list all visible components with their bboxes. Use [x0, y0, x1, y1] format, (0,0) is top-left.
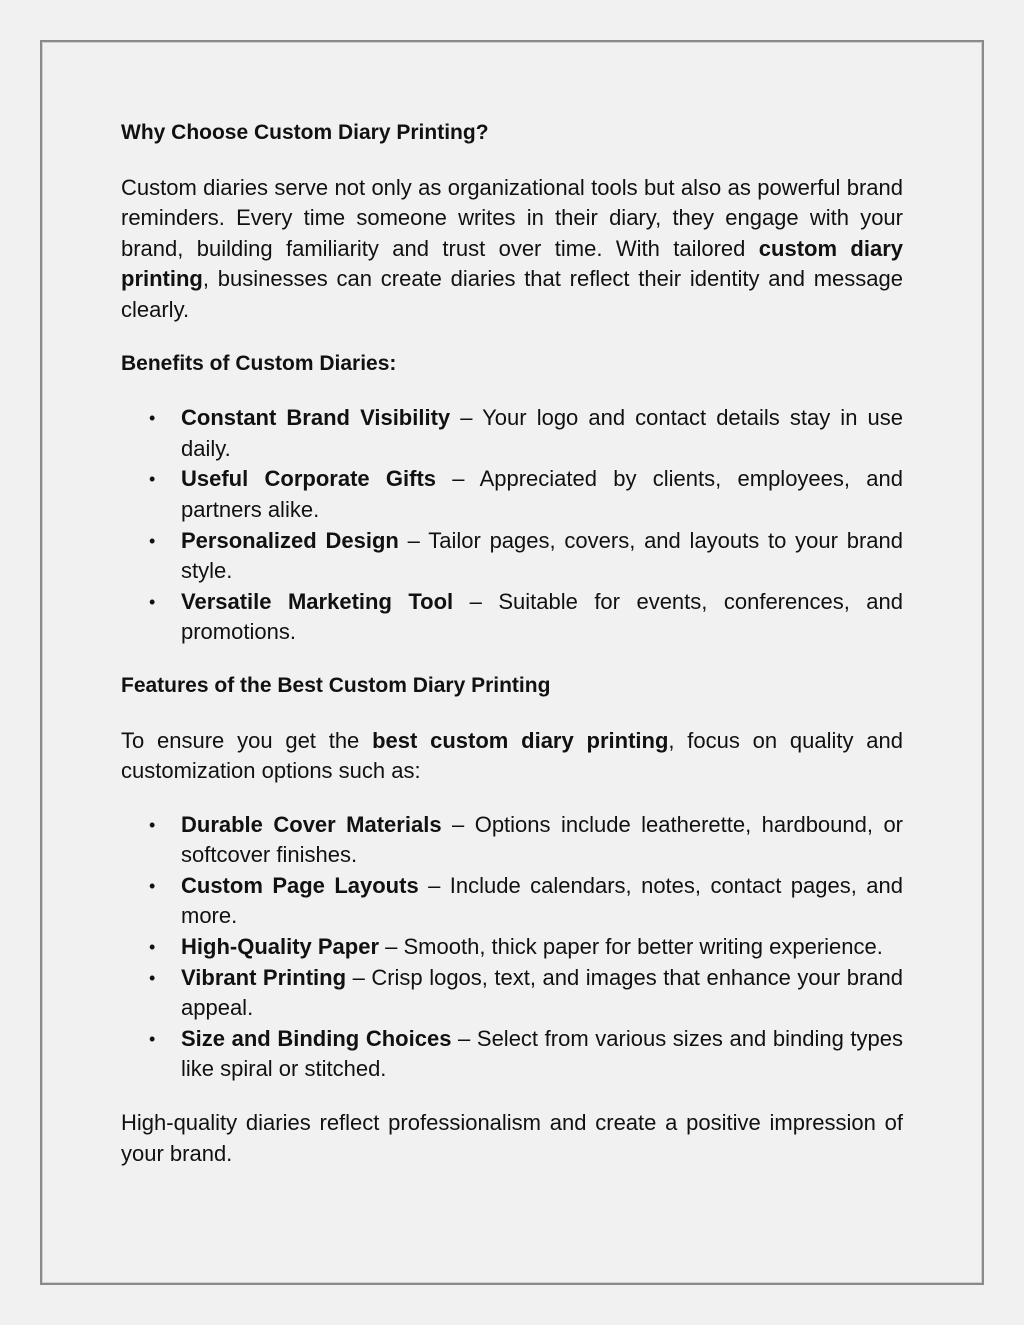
- list-item-text: – Suitable for events, conferences, and promotions.: [181, 588, 904, 645]
- list-item-text: – Include calendars, notes, contact pages, and more.: [181, 872, 903, 929]
- features-text-2: , focus on quality and customization options such as:: [121, 727, 904, 784]
- intro-text-1: Custom diaries serve not only as organizational tools but also as powerful brand reminders. Every time someone writes in their diary, they engage with your brand, building familiarity and trust over time. With tailored: [121, 174, 903, 261]
- list-item-text: – Appreciated by clients, employees, and partners alike.: [181, 466, 903, 522]
- bullet-icon: •: [149, 1028, 156, 1049]
- bullet-icon: •: [149, 967, 156, 988]
- features-list: [121, 810, 903, 1085]
- list-item-title: Vibrant Printing: [181, 964, 347, 990]
- list-item-text: – Options include leatherette, hardbound, or softcover finishes.: [181, 811, 904, 868]
- bullet-icon: •: [149, 530, 156, 551]
- list-item-title: Size and Binding Choices: [181, 1025, 452, 1051]
- list-item-text: – Crisp logos, text, and images that enhance your brand appeal.: [181, 964, 903, 1021]
- section-heading-features: Features of the Best Custom Diary Printing: [121, 673, 551, 697]
- intro-bold-keyword: custom diary printing: [121, 235, 903, 292]
- list-item-title: Constant Brand Visibility: [181, 405, 451, 431]
- list-item: [121, 464, 903, 525]
- list-item-text: – Smooth, thick paper for better writing experience.: [379, 934, 883, 960]
- list-item-text: – Your logo and contact details stay in use daily.: [181, 405, 903, 461]
- features-text-1: To ensure you get the: [121, 727, 373, 753]
- bullet-icon: •: [149, 875, 156, 896]
- section-heading-why-choose: Why Choose Custom Diary Printing?: [121, 121, 489, 144]
- list-item-title: Versatile Marketing Tool: [181, 588, 454, 614]
- bullet-icon: •: [149, 814, 156, 835]
- list-item-text: – Tailor pages, covers, and layouts to your brand style.: [181, 527, 903, 584]
- features-bold-keyword: best custom diary printing: [372, 727, 669, 753]
- list-item-title: Durable Cover Materials: [181, 811, 442, 837]
- list-item-title: Personalized Design: [181, 527, 399, 553]
- section-heading-benefits: Benefits of Custom Diaries:: [121, 351, 397, 375]
- list-item-title: Custom Page Layouts: [181, 872, 419, 898]
- bullet-icon: •: [149, 937, 156, 958]
- closing-paragraph: High-quality diaries reflect professionalism and create a positive impression of your brand.: [121, 1110, 903, 1166]
- bullet-icon: •: [149, 408, 156, 429]
- list-item: [121, 810, 903, 871]
- bullet-icon: •: [149, 469, 156, 490]
- bullet-icon: •: [149, 591, 156, 612]
- list-item: [121, 526, 903, 587]
- list-item: [121, 403, 903, 464]
- features-paragraph: [121, 726, 903, 787]
- list-item-title: Useful Corporate Gifts: [181, 466, 437, 492]
- list-item: [121, 1024, 903, 1085]
- list-item-text: – Select from various sizes and binding types like spiral or stitched.: [181, 1025, 904, 1082]
- document-body: [121, 118, 903, 1169]
- list-item: [121, 871, 903, 932]
- list-item: [121, 963, 903, 1024]
- intro-paragraph: [121, 173, 903, 326]
- intro-text-2: , businesses can create diaries that reflect their identity and message clearly.: [121, 266, 903, 322]
- list-item: [121, 587, 903, 648]
- list-item: [121, 932, 903, 963]
- benefits-list: [121, 403, 903, 648]
- list-item-title: High-Quality Paper: [181, 934, 380, 960]
